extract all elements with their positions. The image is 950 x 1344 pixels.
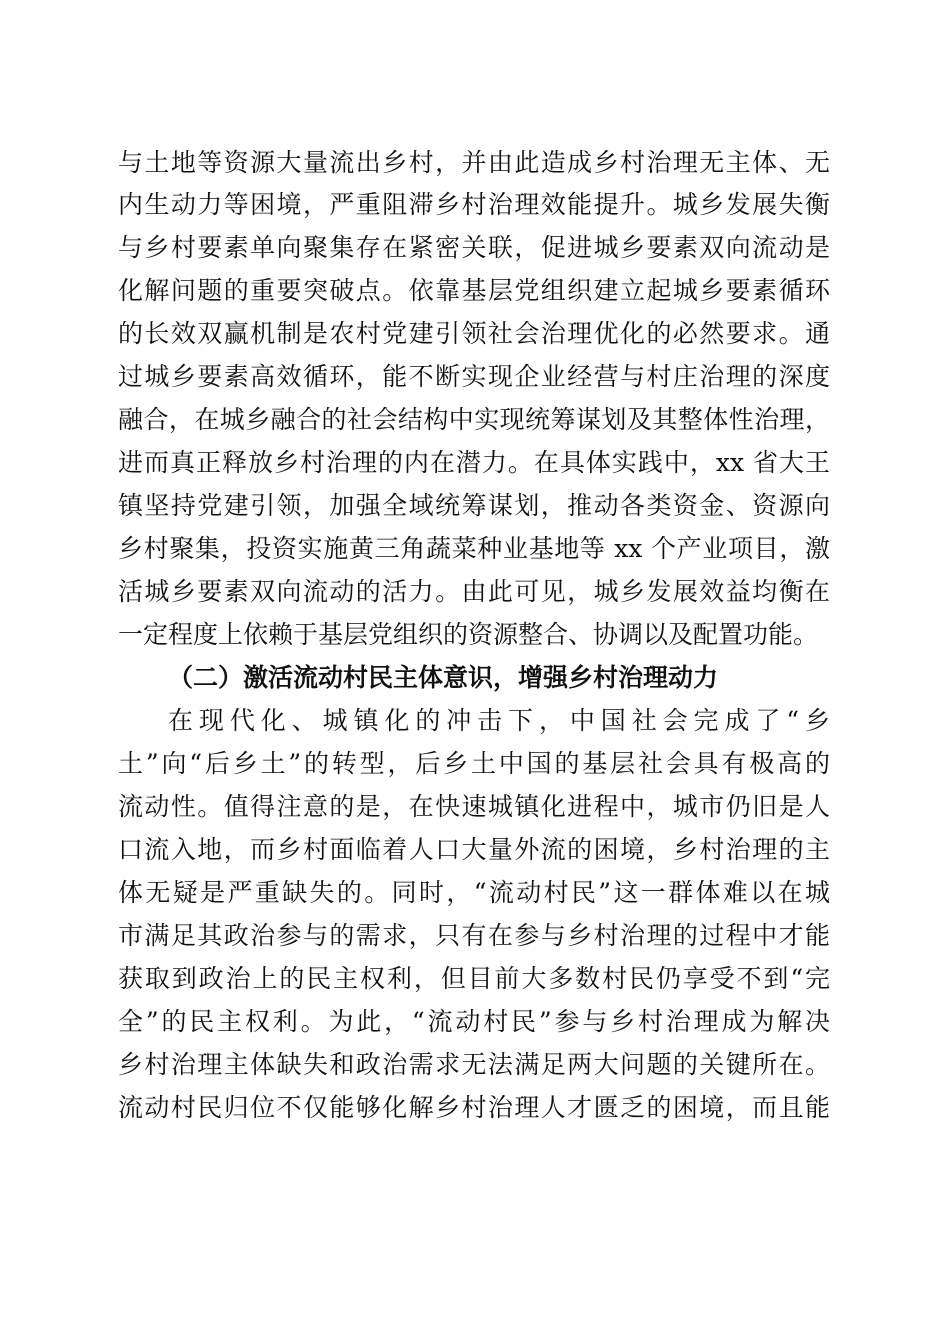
body-text-line: 体无疑是严重缺失的。同时，“流动村民”这一群体难以在城 (118, 878, 830, 907)
body-text-line: 与乡村要素单向聚集存在紧密关联，促进城乡要素双向流动是 (118, 233, 830, 262)
paragraph-first-line: 在现代化、城镇化的冲击下，中国社会完成了“乡 (168, 706, 830, 735)
body-text-line: 获取到政治上的民主权利，但目前大多数村民仍享受不到“完 (118, 964, 830, 993)
body-text-line: 口流入地，而乡村面临着人口大量外流的困境，乡村治理的主 (118, 835, 830, 864)
body-text-line: 全”的民主权利。为此，“流动村民”参与乡村治理成为解决 (118, 1007, 830, 1036)
body-text-line: 土”向“后乡土”的转型，后乡土中国的基层社会具有极高的 (118, 749, 830, 778)
body-text-line: 镇坚持党建引领，加强全域统筹谋划，推动各类资金、资源向 (118, 491, 830, 520)
body-text-line: 的长效双赢机制是农村党建引领社会治理优化的必然要求。通 (118, 319, 830, 348)
body-text-line: 活城乡要素双向流动的活力。由此可见，城乡发展效益均衡在 (118, 577, 830, 606)
body-text-line: 流动村民归位不仅能够化解乡村治理人才匮乏的困境，而且能 (118, 1093, 830, 1122)
body-text-line: 过城乡要素高效循环，能不断实现企业经营与村庄治理的深度 (118, 362, 830, 391)
section-heading: （二）激活流动村民主体意识，增强乡村治理动力 (168, 663, 719, 692)
body-text-line: 内生动力等困境，严重阻滞乡村治理效能提升。城乡发展失衡 (118, 190, 830, 219)
body-text-line: 融合，在城乡融合的社会结构中实现统筹谋划及其整体性治理， (118, 405, 830, 434)
body-text-line: 进而真正释放乡村治理的内在潜力。在具体实践中，xx 省大王 (118, 448, 830, 477)
body-text-line: 乡村治理主体缺失和政治需求无法满足两大问题的关键所在。 (118, 1050, 830, 1079)
body-text-line: 与土地等资源大量流出乡村，并由此造成乡村治理无主体、无 (118, 148, 830, 177)
body-text-line: 市满足其政治参与的需求，只有在参与乡村治理的过程中才能 (118, 921, 830, 950)
body-text-line: 乡村聚集，投资实施黄三角蔬菜种业基地等 xx 个产业项目，激 (118, 534, 830, 563)
body-text-line: 化解问题的重要突破点。依靠基层党组织建立起城乡要素循环 (118, 276, 830, 305)
body-text-line: 一定程度上依赖于基层党组织的资源整合、协调以及配置功能。 (118, 620, 819, 649)
body-text-line: 流动性。值得注意的是，在快速城镇化进程中，城市仍旧是人 (118, 792, 830, 821)
